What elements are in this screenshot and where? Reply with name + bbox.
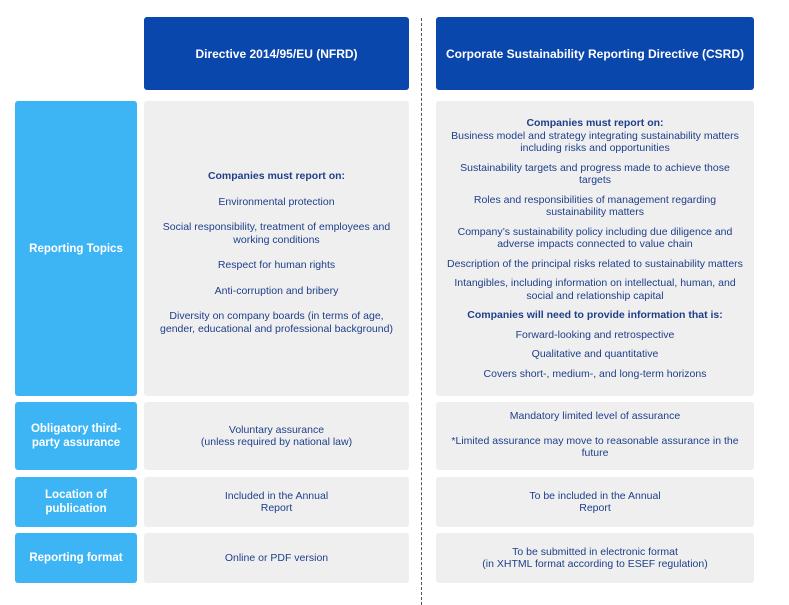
csrd-topic-item: Business model and strategy integrating sustainability matters including risks and opportunities bbox=[451, 129, 739, 154]
nfrd-format-line: Online or PDF version bbox=[224, 551, 329, 564]
csrd-topic-item-2: Covers short-, medium-, and long-term horizons bbox=[483, 367, 707, 380]
csrd-format-line: (in XHTML format according to ESEF regulation) bbox=[482, 558, 708, 570]
nfrd-location-line: Report bbox=[260, 502, 293, 514]
row-label-location bbox=[15, 477, 137, 527]
header-csrd-text: Corporate Sustainability Reporting Directive (CSRD) bbox=[445, 46, 745, 61]
nfrd-assurance-line: Voluntary assurance bbox=[228, 423, 325, 436]
nfrd-topic-item: Environmental protection bbox=[218, 195, 335, 208]
csrd-location-line: To be included in the Annual bbox=[529, 489, 661, 502]
csrd-topic-item: Intangibles, including information on intellectual, human, and social and relationship capital bbox=[454, 277, 736, 302]
cell-csrd-topics bbox=[436, 101, 754, 396]
cell-nfrd-assurance bbox=[144, 402, 409, 470]
cell-nfrd-location bbox=[144, 477, 409, 527]
row-label-text: Reporting Topics bbox=[29, 242, 123, 255]
nfrd-location-line: Included in the Annual bbox=[224, 489, 329, 502]
nfrd-topic-item: Respect for human rights bbox=[217, 259, 336, 271]
nfrd-topics-heading: Companies must report on: bbox=[207, 170, 346, 182]
cell-nfrd-topics bbox=[144, 101, 409, 396]
cell-csrd-location bbox=[436, 477, 754, 527]
header-nfrd bbox=[144, 17, 409, 90]
row-label-reporting-topics bbox=[15, 101, 137, 396]
column-divider bbox=[421, 18, 422, 605]
row-label-format bbox=[15, 533, 137, 583]
nfrd-topic-item: Anti-corruption and bribery bbox=[214, 284, 339, 297]
nfrd-topic-item: Diversity on company boards (in terms of age, gender, educational and professional background) bbox=[160, 310, 393, 335]
csrd-topic-item: Description of the principal risks related to sustainability matters bbox=[447, 257, 743, 270]
header-csrd bbox=[436, 17, 754, 90]
header-nfrd-text: Directive 2014/95/EU (NFRD) bbox=[195, 46, 358, 61]
row-label-text: Location of publication bbox=[45, 489, 107, 515]
cell-csrd-format bbox=[436, 533, 754, 583]
csrd-format-line: To be submitted in electronic format bbox=[512, 545, 678, 558]
row-label-text: Reporting format bbox=[29, 552, 123, 564]
csrd-topic-item: Company’s sustainability policy including due diligence and adverse impacts connected to value chain bbox=[457, 225, 733, 250]
csrd-topics-heading-2: Companies will need to provide information that is: bbox=[467, 309, 723, 321]
csrd-assurance-note: *Limited assurance may move to reasonable assurance in the future bbox=[451, 434, 739, 459]
csrd-topic-item-2: Qualitative and quantitative bbox=[531, 348, 659, 360]
csrd-topics-heading: Companies must report on: bbox=[526, 117, 664, 129]
row-label-text: Obligatory third-party assurance bbox=[30, 423, 122, 449]
nfrd-assurance-line: (unless required by national law) bbox=[200, 436, 353, 448]
nfrd-topic-item: Social responsibility, treatment of employees and working conditions bbox=[162, 221, 391, 246]
csrd-assurance-line: Mandatory limited level of assurance bbox=[509, 410, 681, 422]
csrd-location-line: Report bbox=[579, 502, 611, 514]
csrd-topic-item-2: Forward-looking and retrospective bbox=[515, 328, 675, 341]
csrd-topic-item: Roles and responsibilities of management regarding sustainability matters bbox=[473, 193, 717, 218]
row-label-assurance bbox=[15, 402, 137, 470]
csrd-topic-item: Sustainability targets and progress made to achieve those targets bbox=[460, 161, 730, 186]
cell-csrd-assurance bbox=[436, 402, 754, 470]
cell-nfrd-format bbox=[144, 533, 409, 583]
